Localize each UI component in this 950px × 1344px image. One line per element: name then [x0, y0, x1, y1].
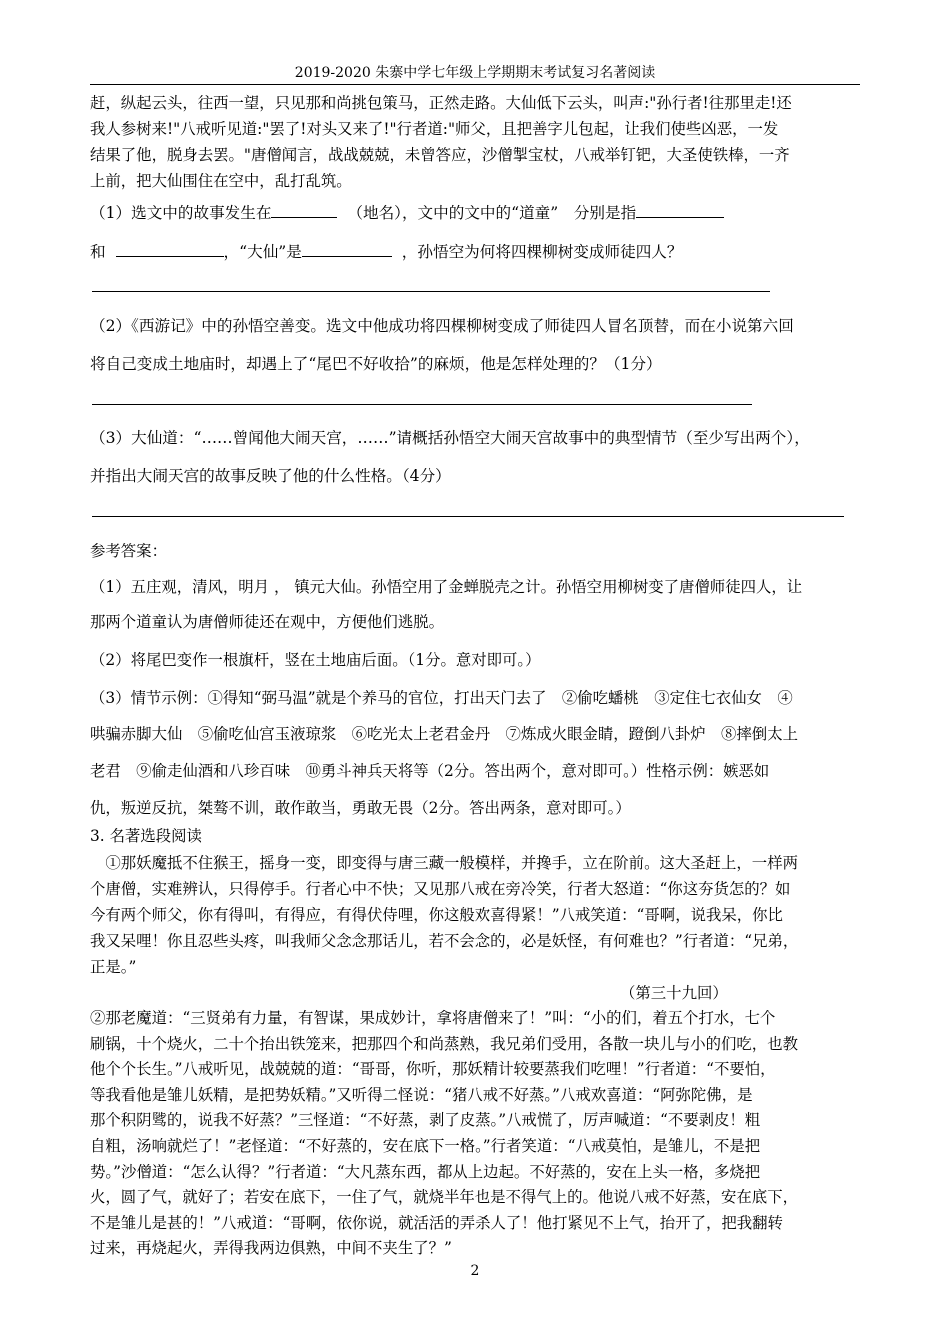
- q1-text-part3: 和: [90, 243, 106, 261]
- q1-answer-line[interactable]: [92, 291, 770, 292]
- header-rule: [90, 84, 860, 85]
- section3-para2-line: 他个个长生。”八戒听见，战兢兢的道：“哥哥，你听，那妖精计较要蒸我们吃哩！”行者道：“不要怕，: [90, 1060, 776, 1079]
- question-1-line1: [90, 201, 724, 223]
- section3-para1-line: ①那妖魔抵不住猴王，摇身一变，即变得与唐三藏一般模样，并搀手，立在阶前。这大圣赶上，一样两: [90, 854, 798, 872]
- section-3-title: 3. 名著选段阅读: [90, 827, 202, 845]
- question-3-line2: 并指出大闹天宫的故事反映了他的什么性格。（4分）: [90, 467, 451, 485]
- chapter-label: （第三十九回）: [620, 984, 728, 1002]
- answer-3-line4: 仇，叛逆反抗，桀骜不训，敢作敢当，勇敢无畏（2分。答出两条，意对即可。）: [90, 799, 631, 817]
- question-2-line2: 将自己变成土地庙时，却遇上了“尾巴不好收拾”的麻烦，他是怎样处理的？（1分）: [90, 355, 662, 373]
- q3-answer-line[interactable]: [92, 516, 844, 517]
- section3-para1-line: 正是。”: [90, 958, 137, 976]
- answer-1-line2: 那两个道童认为唐僧师徒还在观中，方便他们逃脱。: [90, 613, 444, 631]
- passage1-line: 结果了他，脱身去罢。"唐僧闻言，战战兢兢，未曾答应，沙僧掣宝杖，八戒举钉钯，大圣使铁棒，一齐: [90, 146, 790, 164]
- section3-para2-line: 火，圆了气，就好了；若安在底下，一住了气，就烧半年也是不得气上的。他说八戒不好蒸，安在底下，: [90, 1188, 798, 1207]
- section3-para1-line: 今有两个师父，你有得叫，有得应，有得伏侍哩，你这般欢喜得紧！”八戒笑道：“哥啊，说我呆，你比: [90, 906, 783, 924]
- passage1-line: 赶，纵起云头，往西一望，只见那和尚挑包策马，正然走路。大仙低下云头，叫声:"孙行者!往那里走!还: [90, 94, 792, 112]
- passage1-line: 我人参树来!"八戒听见道:"罢了!对头又来了!"行者道:"师父，且把善字儿包起，让我们使些凶恶，一发: [90, 120, 779, 138]
- answer-1-line1: （1）五庄观，清风，明月 ， 镇元大仙。孙悟空用了金蝉脱壳之计。孙悟空用柳树变了唐僧师徒四人，让: [90, 578, 803, 596]
- answer-3-line3: 老君 ⑨偷走仙酒和八珍百味 ⑩勇斗神兵天将等（2分。答出两个，意对即可。）性格示例：嫉恶如: [90, 762, 770, 780]
- passage1-line: 上前，把大仙围住在空中，乱打乱筑。: [90, 172, 352, 190]
- q1-text-part2: （地名），文中的文中的“道童” 分别是指: [347, 204, 637, 222]
- q2-answer-line[interactable]: [92, 404, 752, 405]
- q1-text-part5: ，孙悟空为何将四棵柳树变成师徒四人？: [401, 243, 683, 261]
- section3-para2-line: ②那老魔道：“三贤弟有力量，有智谋，果成妙计，拿将唐僧来了！”叫：“小的们，着五个打水，七个: [90, 1009, 776, 1027]
- section3-para1-line: 我又呆哩！你且忍些头疼，叫我师父念念那话儿，若不会念的，必是妖怪，有何难也？”行者道：“兄弟，: [90, 932, 799, 950]
- q1-text-part4: ，“大仙”是: [223, 243, 302, 261]
- section3-para2-line: 势。”沙僧道：“怎么认得？”行者道：“大凡蒸东西，都从上边起。不好蒸的，安在上头一格，多烧把: [90, 1162, 761, 1181]
- answer-3-line1: （3）情节示例：①得知“弼马温”就是个养马的官位，打出天门去了 ②偷吃蟠桃 ③定住七衣仙女 ④: [90, 689, 793, 707]
- section3-para2-line: 等我看他是雏儿妖精，是把势妖精。”又听得二怪说：“猪八戒不好蒸。”八戒欢喜道：“阿弥陀佛，是: [90, 1085, 753, 1104]
- q1-blank-daotong-2[interactable]: [116, 240, 224, 257]
- page-header-title: 2019-2020 朱寨中学七年级上学期期末考试复习名著阅读: [294, 65, 656, 81]
- question-2-line1: （2）《西游记》中的孙悟空善变。选文中他成功将四棵柳树变成了师徒四人冒名顶替，而在小说第六回: [90, 317, 794, 335]
- question-3-line1: （3）大仙道：“……曾闻他大闹天宫，……”请概括孙悟空大闹天宫故事中的典型情节（至少写出两个），: [90, 429, 810, 447]
- q1-text-part1: （1）选文中的故事发生在: [90, 204, 272, 222]
- section3-para2-line: 那个积阴骘的，说我不好蒸？”三怪道：“不好蒸，剥了皮蒸。”八戒慌了，厉声喊道：“不要剥皮！粗: [90, 1111, 761, 1130]
- page-number: 2: [470, 1263, 480, 1279]
- section3-para2-line: 不是雏儿是甚的！”八戒道：“哥啊，依你说，就活活的弄杀人了！他打紧见不上气，抬开了，把我翻转: [90, 1213, 783, 1232]
- answer-3-line2: 哄骗赤脚大仙 ⑤偷吃仙宫玉液琼浆 ⑥吃光太上老君金丹 ⑦炼成火眼金睛，蹬倒八卦炉 ⑧摔倒太上: [90, 725, 798, 743]
- section3-para2-line: 刷锅，十个烧火，二十个抬出铁笼来，把那四个和尚蒸熟，我兄弟们受用，各散一块儿与小的们吃，也教: [90, 1034, 798, 1053]
- section3-para2-line: 过来，再烧起火，弄得我两边俱熟，中间不夹生了？”: [90, 1239, 452, 1258]
- q1-blank-daxian[interactable]: [302, 240, 392, 257]
- q1-blank-daotong-1[interactable]: [636, 201, 724, 218]
- section3-para2-line: 自粗，汤响就烂了！”老怪道：“不好蒸的，安在底下一格。”行者笑道：“八戒莫怕，是雏儿，不是把: [90, 1137, 761, 1155]
- section3-para1-line: 个唐僧，实难辨认，只得停手。行者心中不快；又见那八戒在旁冷笑，行者大怒道：“你这夯货怎的？如: [90, 880, 791, 898]
- q1-blank-place[interactable]: [271, 201, 337, 218]
- answer-2: （2）将尾巴变作一根旗杆，竖在土地庙后面。（1分。意对即可。）: [90, 651, 541, 669]
- question-1-line2: [90, 240, 682, 262]
- answers-heading: 参考答案：: [90, 542, 167, 560]
